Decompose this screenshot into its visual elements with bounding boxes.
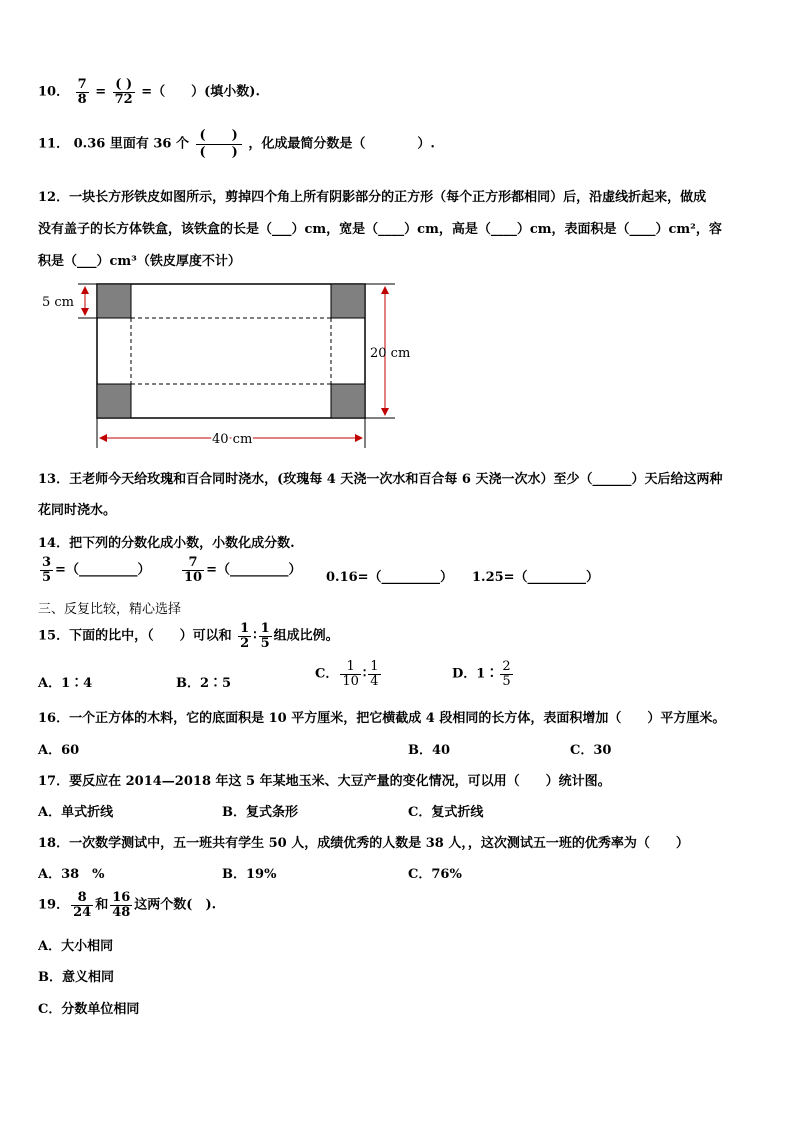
question-11 — [38, 128, 435, 160]
option-a[interactable]: A．单式折线 — [38, 805, 114, 820]
question-16 — [38, 707, 725, 726]
question-text: 一块长方形铁皮如图所示，剪掉四个角上所有阴影部分的正方形（每个正方形都相同）后，沿虚线折起来，做成 — [69, 190, 707, 205]
option-b[interactable]: B．2∶5 — [176, 676, 232, 691]
question-text: 要反应在 2014—2018 年这 5 年某地玉米、大豆产量的变化情况，可以用（ ）统计图。 — [69, 774, 611, 789]
section-heading: 三、反复比较，精心选择 — [38, 602, 182, 617]
height-label: 20 cm — [370, 346, 411, 361]
question-number: 17． — [38, 774, 70, 789]
corner-label: 5 cm — [42, 295, 75, 310]
question-number: 15． — [38, 628, 70, 644]
option-c[interactable]: C．30 — [570, 743, 612, 758]
option-a[interactable]: A．大小相同 — [38, 939, 114, 954]
fraction: $\frac{7}{8}$ — [77, 77, 87, 107]
option-c[interactable]: C．分数单位相同 — [38, 1002, 140, 1017]
question-text: 把下列的分数化成小数，小数化成分数. — [69, 536, 295, 551]
question-10: 10． $\frac{7}{8}$ = $\frac{( )}{72}$ =（ ）(填小数). — [38, 77, 260, 107]
question-number: 16． — [38, 711, 70, 726]
question-17 — [38, 770, 611, 789]
question-18 — [38, 832, 689, 851]
option-b[interactable]: B．40 — [408, 743, 451, 758]
question-13-line-2: 花同时浇水。 — [38, 503, 117, 518]
sheet-outline — [97, 284, 365, 418]
blank-fraction: $\frac{( )}{( )}$ — [196, 128, 242, 160]
question-12-line-3: 积是（___）cm³（铁皮厚度不计） — [38, 254, 241, 269]
question-14 — [38, 532, 295, 551]
question-15: 15．下面的比中，（ ）可以和 $\frac{1}{2}$ ∶ $\frac{1}{5}$ 组成比例。 — [38, 621, 339, 651]
question-text: 0.36 里面有 36 个 — [73, 136, 189, 152]
q14-item-1: $\frac{3}{5}$ =（_________） — [42, 555, 151, 585]
option-b[interactable]: B．意义相同 — [38, 970, 114, 985]
corner-square — [97, 284, 131, 318]
option-d[interactable]: D．1∶ $\frac{2}{5}$ — [452, 659, 511, 689]
question-text: 这两个数( ). — [134, 897, 217, 913]
option-b[interactable]: B．19% — [222, 867, 277, 882]
question-12 — [38, 186, 706, 205]
question-text: 王老师今天给玫瑰和百合同时浇水，(玫瑰每 4 天浇一次水和百合每 6 天浇一次水）至少（______）天后给这两种 — [69, 472, 723, 487]
option-c[interactable]: C．复式折线 — [408, 805, 484, 820]
question-number: 10． — [38, 84, 70, 100]
question-text: ，化成最简分数是（ ）. — [248, 136, 435, 152]
question-19: 19． $\frac{8}{24}$ 和 $\frac{16}{48}$ 这两个数( ). — [38, 890, 217, 920]
question-12-line-2: 没有盖子的长方体铁盒，该铁盒的长是（___）cm，宽是（____）cm，高是（____）cm，表面积是（____）cm²，容 — [38, 222, 722, 237]
question-number: 11． — [38, 136, 70, 152]
option-a[interactable]: A．1∶4 — [38, 676, 93, 691]
question-number: 13． — [38, 472, 70, 487]
sheet-diagram — [40, 278, 420, 450]
option-a[interactable]: A．60 — [38, 743, 80, 758]
corner-square — [97, 384, 131, 418]
corner-square — [331, 284, 365, 318]
corner-square — [331, 384, 365, 418]
question-text: 一次数学测试中，五一班共有学生 50 人，成绩优秀的人数是 38 人，，这次测试五一班的优秀率为（ ） — [69, 836, 689, 851]
width-label: 40 cm — [212, 432, 253, 447]
q14-item-4: 1.25=（_________） — [472, 570, 600, 585]
option-b[interactable]: B．复式条形 — [222, 805, 298, 820]
question-number: 14． — [38, 536, 70, 551]
option-c[interactable]: C． $\frac{1}{10}$ ∶ $\frac{1}{4}$ — [315, 659, 379, 689]
question-number: 19． — [38, 897, 70, 913]
q14-item-3: 0.16=（_________） — [326, 570, 454, 585]
question-13 — [38, 468, 722, 487]
question-text: 一个正方体的木料，它的底面积是 10 平方厘米，把它横截成 4 段相同的长方体，表面积增加（ ）平方厘米。 — [69, 711, 726, 726]
option-a[interactable]: A．38 % — [38, 867, 105, 882]
question-number: 12． — [38, 190, 70, 205]
q14-item-2: $\frac{7}{10}$ =（_________） — [184, 555, 302, 585]
fraction: $\frac{( )}{72}$ — [114, 77, 133, 107]
question-text: 下面的比中，（ ）可以和 — [69, 628, 232, 644]
option-c[interactable]: C．76% — [408, 867, 462, 882]
question-text: =（ ）(填小数). — [141, 84, 260, 100]
question-number: 18． — [38, 836, 70, 851]
